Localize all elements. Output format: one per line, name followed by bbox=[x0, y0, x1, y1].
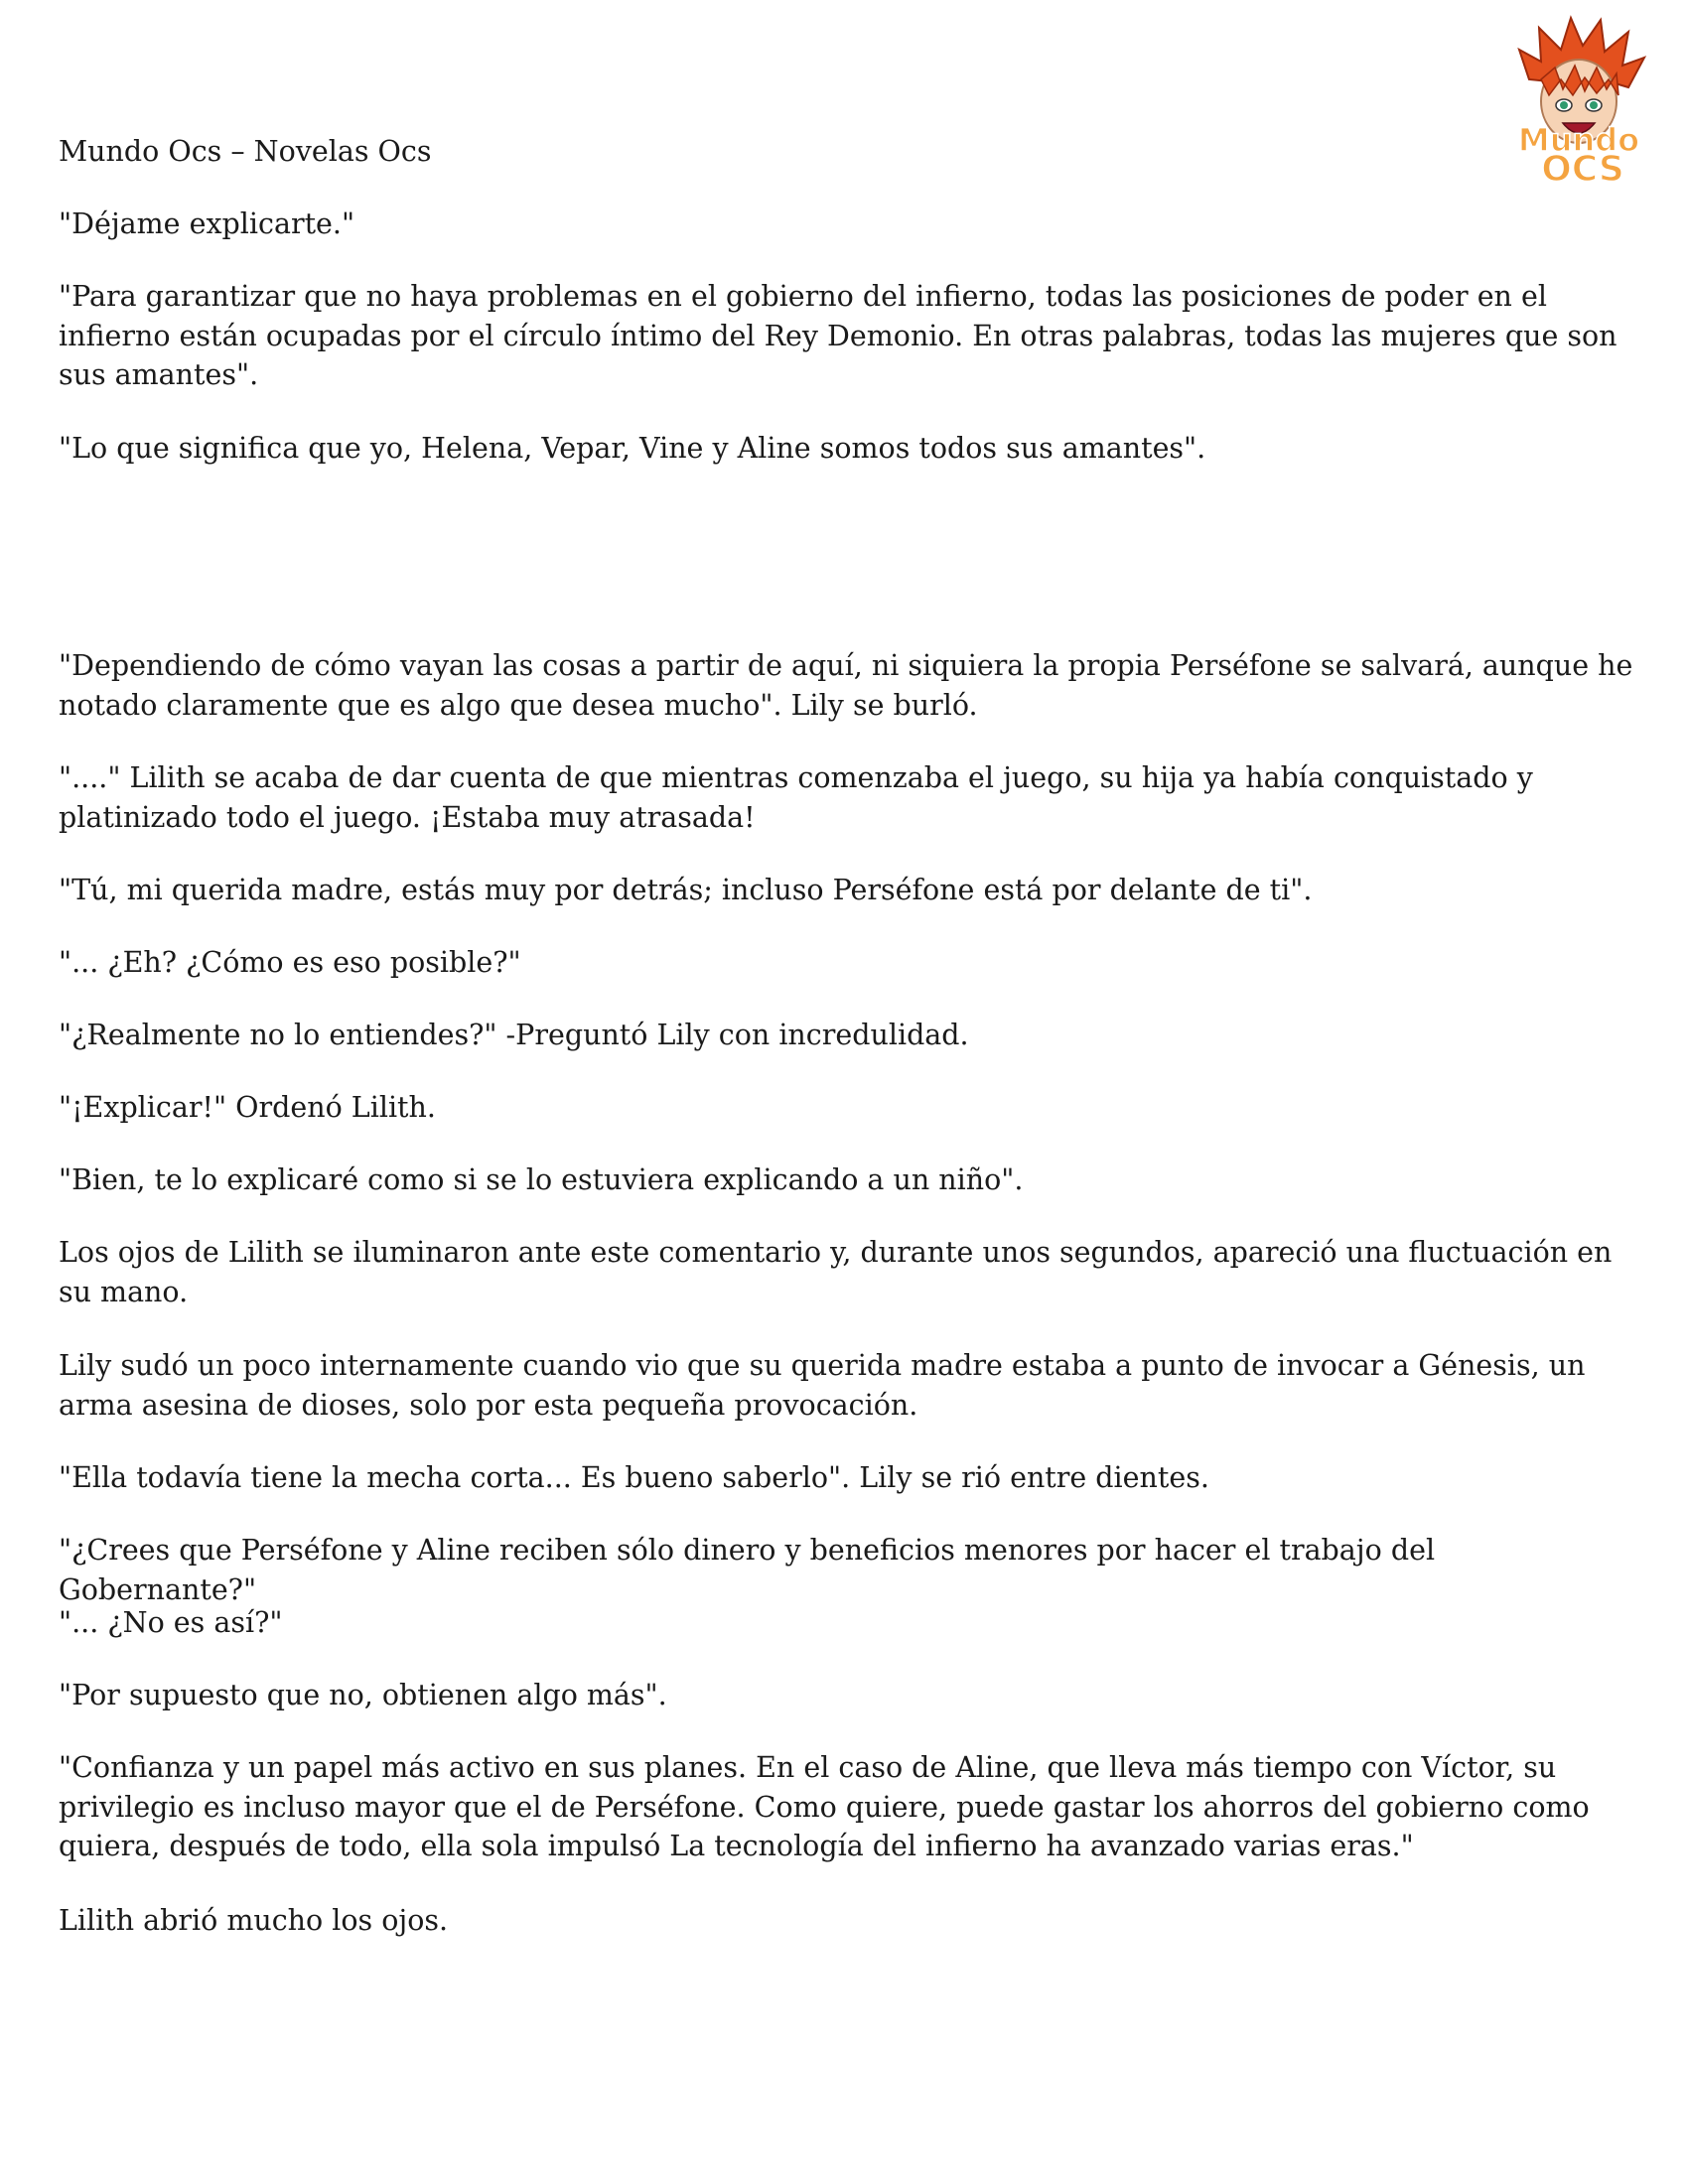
paragraph: "Dependiendo de cómo vayan las cosas a partir de aquí, ni siquiera la propia Perséfone se salvará, aunque he notado claramente que es algo que desea mucho". Lily se burló. bbox=[59, 649, 1633, 722]
paragraph: "...." Lilith se acaba de dar cuenta de que mientras comenzaba el juego, su hija ya había conquistado y platinizado todo el juego. ¡Estaba muy atrasada! bbox=[59, 761, 1533, 834]
site-title: Mundo Ocs – Novelas Ocs bbox=[59, 135, 432, 168]
logo-text-line2: OCS bbox=[1541, 149, 1624, 184]
paragraph: "Bien, te lo explicaré como si se lo estuviera explicando a un niño". bbox=[59, 1163, 1024, 1196]
paragraph: "Tú, mi querida madre, estás muy por detrás; incluso Perséfone está por delante de ti". bbox=[59, 874, 1313, 906]
paragraph: "Para garantizar que no haya problemas en el gobierno del infierno, todas las posiciones de poder en el infierno están ocupadas por el círculo íntimo del Rey Demonio. En otras palabras, todas las mujeres que son sus amantes". bbox=[59, 280, 1618, 391]
paragraph: "... ¿Eh? ¿Cómo es eso posible?" bbox=[59, 946, 521, 979]
paragraph: "Ella todavía tiene la mecha corta... Es bueno saberlo". Lily se rió entre dientes. bbox=[59, 1461, 1209, 1494]
paragraph: "Confianza y un papel más activo en sus planes. En el caso de Aline, que lleva más tiempo con Víctor, su privilegio es incluso mayor que el de Perséfone. Como quiere, puede gastar los ahorros del gobierno como quiera, después de todo, ella sola impulsó La tecnología del infierno ha avanzado varias eras." bbox=[59, 1751, 1590, 1862]
paragraph: "Déjame explicarte." bbox=[59, 207, 355, 240]
paragraph: Lily sudó un poco internamente cuando vio que su querida madre estaba a punto de invocar a Génesis, un arma asesina de dioses, solo por esta pequeña provocación. bbox=[59, 1349, 1586, 1422]
paragraph: "¡Explicar!" Ordenó Lilith. bbox=[59, 1091, 436, 1124]
logo-text-line1: Mundo bbox=[1517, 121, 1640, 159]
paragraph: "¿Crees que Perséfone y Aline reciben sólo dinero y beneficios menores por hacer el trabajo del Gobernante?" bbox=[59, 1534, 1436, 1606]
paragraph: Los ojos de Lilith se iluminaron ante este comentario y, durante unos segundos, apareció una fluctuación en su mano. bbox=[59, 1236, 1613, 1308]
paragraph: "Lo que significa que yo, Helena, Vepar, Vine y Aline somos todos sus amantes". bbox=[59, 432, 1206, 465]
paragraph: Lilith abrió mucho los ojos. bbox=[59, 1904, 449, 1937]
paragraph: "... ¿No es así?" bbox=[59, 1606, 283, 1639]
paragraph: "¿Realmente no lo entiendes?" -Preguntó Lily con incredulidad. bbox=[59, 1019, 969, 1051]
paragraph: "Por supuesto que no, obtienen algo más". bbox=[59, 1679, 667, 1711]
